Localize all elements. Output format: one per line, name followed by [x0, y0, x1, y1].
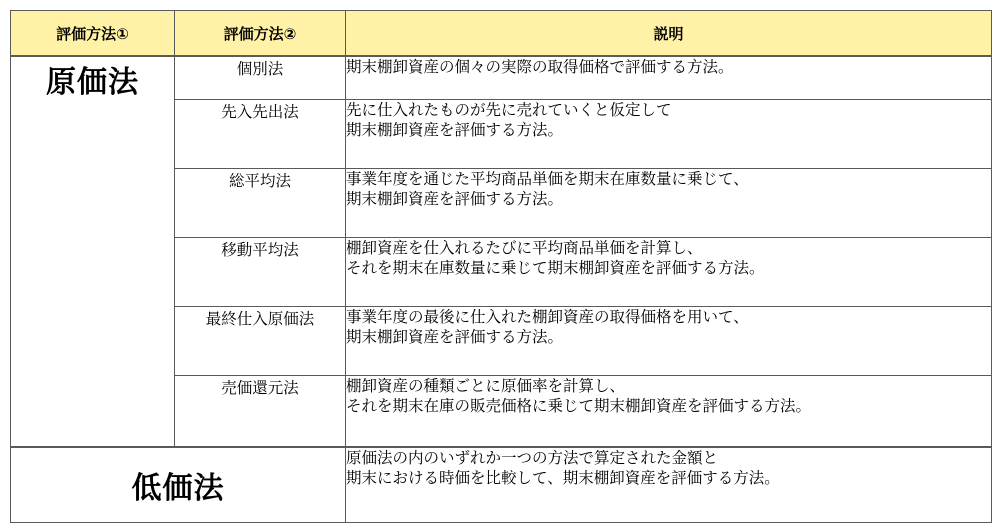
description-line: 期末棚卸資産を評価する方法。	[346, 121, 564, 139]
method-description	[346, 56, 992, 100]
method-name: 個別法	[175, 56, 346, 100]
description-line: 棚卸資産の種類ごとに原価率を計算し、	[346, 377, 626, 395]
description-line: 事業年度を通じた平均商品単価を期末在庫数量に乗じて、	[346, 170, 749, 188]
description-line: 事業年度の最後に仕入れた棚卸資産の取得価格を用いて、	[346, 308, 749, 326]
header-method1: 評価方法①	[11, 11, 175, 57]
header-row	[11, 11, 992, 57]
description-line: 期末棚卸資産の個々の実際の取得価格で評価する方法。	[346, 58, 734, 76]
method-description	[346, 238, 992, 307]
method-name: 売価還元法	[175, 376, 346, 448]
description-line: それを期末在庫数量に乗じて期末棚卸資産を評価する方法。	[346, 259, 765, 277]
description-line: 棚卸資産を仕入れるたびに平均商品単価を計算し、	[346, 239, 703, 257]
description-line: 期末棚卸資産を評価する方法。	[346, 328, 564, 346]
cost-method-cell	[11, 56, 175, 447]
method-name: 総平均法	[175, 169, 346, 238]
method-name: 先入先出法	[175, 100, 346, 169]
description-line: それを期末在庫の販売価格に乗じて期末棚卸資産を評価する方法。	[346, 397, 812, 415]
cost-method-label: 原価法	[46, 65, 139, 100]
method-description	[346, 376, 992, 448]
method-name: 最終仕入原価法	[175, 307, 346, 376]
description-line: 原価法の内のいずれか一つの方法で算定された金額と	[346, 449, 719, 467]
header-description: 説明	[346, 11, 992, 57]
method-description	[346, 307, 992, 376]
lower-of-cost-cell	[11, 447, 346, 523]
description-line: 期末における時価を比較して、期末棚卸資産を評価する方法。	[346, 469, 780, 487]
lower-of-cost-label: 低価法	[131, 471, 225, 506]
method-description	[346, 447, 992, 523]
description-line: 期末棚卸資産を評価する方法。	[346, 190, 564, 208]
method-description	[346, 169, 992, 238]
description-line: 先に仕入れたものが先に売れていくと仮定して	[346, 101, 672, 119]
method-description	[346, 100, 992, 169]
method-name: 移動平均法	[175, 238, 346, 307]
header-method2: 評価方法②	[175, 11, 346, 57]
table-row	[11, 447, 992, 523]
valuation-methods-table	[10, 10, 992, 523]
table-row	[11, 56, 992, 100]
